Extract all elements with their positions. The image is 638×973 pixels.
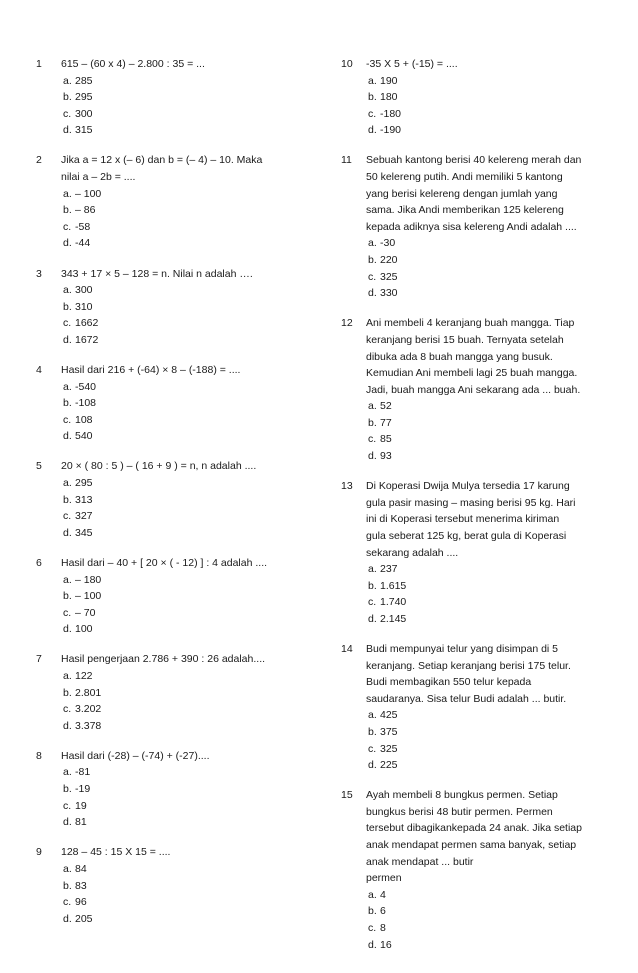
question-number: 12 [341,317,353,330]
option-b: b. 310 [63,300,93,313]
option-c: c. 300 [63,107,93,120]
option-b: b. 77 [368,416,392,429]
question-number: 1 [36,58,42,70]
question-text: Hasil pengerjaan 2.786 + 390 : 26 adalah.... [61,653,266,666]
option-c: c. 8 [368,922,386,934]
option-b: b. 1.615 [368,579,407,592]
option-c: c. -180 [368,107,402,120]
option-b: b. -19 [63,783,91,796]
question-number: 8 [36,749,42,762]
option-b: b. – 100 [63,590,102,603]
option-c: c. 19 [63,799,87,812]
option-a: a. 300 [63,284,93,297]
option-d: d. 1672 [63,333,99,346]
option-b: b. 375 [368,725,398,738]
option-d: d. 16 [368,938,392,951]
question-8 [36,748,301,831]
question-text: Budi mempunyai telur yang disimpan di 5 keranjang. Setiap keranjang berisi 175 telur. Budi membagikan 550 telur kepada saudaranya. Sisa telur Budi adalah ... butir. [366,643,571,705]
option-a: a. – 100 [63,187,102,200]
question-text: -35 X 5 + (-15) = .... [366,58,458,70]
option-b: b. – 86 [63,204,96,217]
question-number: 9 [36,846,42,859]
option-a: a. 4 [368,888,386,901]
question-13 [341,478,608,627]
left-column [36,56,301,941]
question-number: 5 [36,460,42,473]
option-c: c. 325 [368,742,398,755]
question-text: Hasil dari – 40 + [ 20 × ( - 12) ] : 4 adalah .... [61,556,268,569]
option-b: b. 180 [368,91,398,104]
right-column [341,56,608,967]
option-a: a. 84 [63,862,87,875]
option-d: d. 3.378 [63,719,102,732]
option-a: a. 285 [63,74,93,87]
option-c: c. 108 [63,413,93,426]
option-d: d. -190 [368,124,402,137]
option-c: c. 327 [63,510,93,523]
option-c: c. 85 [368,433,392,446]
option-d: d. 205 [63,912,93,925]
option-d: d. 2.145 [368,612,407,625]
question-number: 15 [341,789,353,802]
option-b: b. 6 [368,905,386,918]
question-number: 13 [341,480,353,493]
question-2 [36,152,301,252]
question-text: Ani membeli 4 keranjang buah mangga. Tiap keranjang berisi 15 buah. Ternyata setelah dibuka ada 8 buah mangga yang busuk. Kemudian Ani membeli lagi 25 buah mangga. Jadi, buah mangga Ani sekarang ada ... buah. [366,317,581,396]
option-d: d. 330 [368,287,398,300]
option-d: d. 345 [63,526,93,539]
question-text: Di Koperasi Dwija Mulya tersedia 17 karung gula pasir masing – masing berisi 95 kg. Hari ini di Koperasi tersebut menerima kiriman gula seberat 125 kg, berat gula di Koperasi sekarang adalah .... [366,480,576,559]
option-d: d. 225 [368,759,398,772]
question-9 [36,844,301,927]
option-c: c. – 70 [63,606,96,619]
option-a: a. 237 [368,563,398,576]
question-text: Hasil dari 216 + (-64) × 8 – (-188) = .... [61,364,241,376]
option-b: b. -108 [63,397,97,410]
question-5 [36,458,301,541]
question-number: 3 [36,267,42,280]
option-a: a. 295 [63,477,93,490]
option-c: c. -58 [63,220,91,233]
question-number: 10 [341,58,353,70]
question-14 [341,641,608,774]
option-c: c. 1662 [63,317,99,330]
option-a: a. 52 [368,400,392,413]
option-b: b. 313 [63,493,93,506]
option-a: a. -30 [368,237,396,250]
option-a: a. 425 [368,709,398,722]
option-b: b. 220 [368,254,398,267]
question-number: 4 [36,364,42,376]
question-12 [341,315,608,464]
option-d: d. 315 [63,124,93,137]
option-d: d. -44 [63,237,91,250]
question-number: 6 [36,556,42,569]
option-a: a. 122 [63,670,93,682]
question-11 [341,152,608,301]
option-b: b. 2.801 [63,686,102,699]
option-d: d. 100 [63,623,93,636]
option-c: c. 325 [368,270,398,283]
option-d: d. 81 [63,816,87,829]
question-text: 20 × ( 80 : 5 ) – ( 16 + 9 ) = n, n adalah .... [61,460,257,473]
question-text: Ayah membeli 8 bungkus permen. Setiap bungkus berisi 48 butir permen. Permen tersebut dibagikankepada 24 anak. Jika setiap anak mendapat permen sama banyak, setiap anak mendapat ... butir permen [366,789,582,885]
question-text: Sebuah kantong berisi 40 kelereng merah dan 50 kelereng putih. Andi memiliki 5 kantong yang berisi kelereng dengan jumlah yang sama. Jika Andi memberikan 125 kelereng kepada adiknya sisa kelereng Andi adalah .... [366,154,582,233]
option-c: c. 1.740 [368,596,407,609]
question-3 [36,266,301,349]
question-number: 7 [36,653,42,666]
option-c: c. 96 [63,896,87,909]
question-7 [36,651,301,734]
question-text: 128 – 45 : 15 X 15 = .... [61,846,171,859]
option-a: a. 190 [368,74,398,87]
question-number: 2 [36,154,42,167]
option-d: d. 93 [368,450,392,463]
option-b: b. 295 [63,91,93,104]
question-6 [36,555,301,638]
question-4 [36,362,301,445]
option-d: d. 540 [63,430,93,443]
option-b: b. 83 [63,879,87,892]
option-a: a. -540 [63,380,97,393]
option-a: a. – 180 [63,573,102,586]
question-1 [36,56,301,139]
option-c: c. 3.202 [63,703,102,716]
question-number: 14 [341,643,353,655]
question-text: 343 + 17 × 5 – 128 = n. Nilai n adalah …. [61,267,253,280]
option-a: a. -81 [63,766,91,779]
question-text: Hasil dari (-28) – (-74) + (-27).... [61,749,210,762]
question-number: 11 [341,154,352,167]
question-text: 615 – (60 x 4) – 2.800 : 35 = ... [61,58,205,70]
question-10 [341,56,608,139]
question-15 [341,787,608,953]
question-text: Jika a = 12 x (– 6) dan b = (– 4) – 10. Maka nilai a – 2b = .... [61,154,263,184]
